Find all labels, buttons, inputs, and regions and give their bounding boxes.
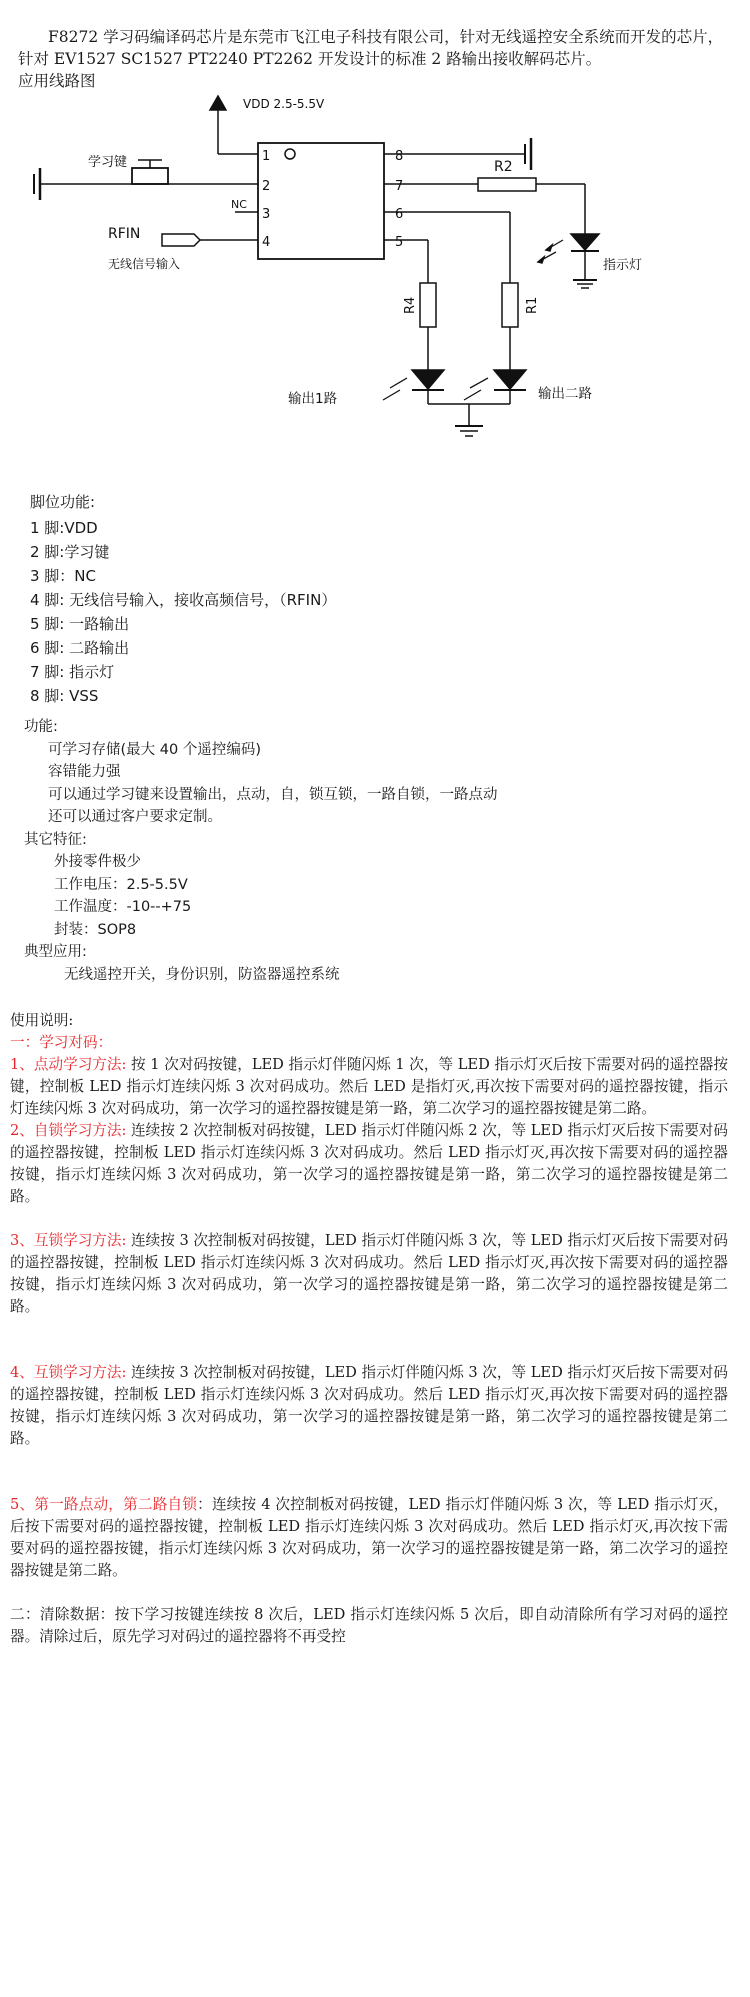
learn-key-label: 学习键 bbox=[88, 155, 128, 170]
pin-number-8: 8 bbox=[395, 149, 404, 164]
pin-number-3: 3 bbox=[262, 207, 271, 222]
rfin-connector bbox=[162, 234, 200, 246]
pin-item: 8 脚: VSS bbox=[30, 687, 99, 705]
method-1-paragraph bbox=[10, 1054, 728, 1120]
clear-data-paragraph: 二：清除数据：按下学习按键连续按 8 次后，LED 指示灯连续闪烁 5 次后，即自动清除所有学习对码的遥控器。清除过后，原先学习对码过的遥控器将不再受控 bbox=[10, 1606, 728, 1645]
rfin-label: RFIN bbox=[108, 226, 141, 242]
r2-resistor bbox=[478, 178, 536, 191]
intro-line-1: F8272 学习码编译码芯片是东莞市飞江电子科技有限公司，针对无线遥控安全系统而开发的芯片， bbox=[48, 28, 724, 46]
pin1-marker bbox=[285, 149, 295, 159]
method-4-title: 4、互锁学习方法: bbox=[10, 1364, 127, 1381]
pin-item: 2 脚:学习键 bbox=[30, 543, 110, 561]
indicator-led bbox=[571, 234, 599, 250]
intro-section bbox=[18, 26, 733, 92]
output1-led bbox=[412, 370, 444, 389]
r1-label: R1 bbox=[525, 296, 540, 314]
method-2-title: 2、自锁学习方法: bbox=[10, 1122, 127, 1139]
application-heading: 典型应用: bbox=[24, 944, 87, 960]
function-item: 可以通过学习键来设置输出，点动，自，锁互锁，一路自锁，一路点动 bbox=[48, 786, 498, 803]
pin-number-2: 2 bbox=[262, 179, 271, 194]
r2-label: R2 bbox=[494, 159, 513, 175]
other-features-heading: 其它特征: bbox=[24, 831, 87, 848]
method-4-paragraph bbox=[10, 1362, 728, 1450]
pin-number-5: 5 bbox=[395, 235, 404, 250]
pin-number-7: 7 bbox=[395, 179, 404, 194]
pin-item: 7 脚: 指示灯 bbox=[30, 663, 115, 681]
pin-number-6: 6 bbox=[395, 207, 404, 222]
method-3-paragraph bbox=[10, 1230, 728, 1318]
r4-label: R4 bbox=[403, 296, 418, 314]
circuit-section-title: 应用线路图 bbox=[18, 72, 96, 90]
other-feature-item: 工作温度：-10--+75 bbox=[54, 899, 192, 915]
function-item: 可学习存储(最大 40 个遥控编码) bbox=[48, 741, 261, 758]
r4-resistor bbox=[420, 283, 436, 327]
intro-line-2: 针对 EV1527 SC1527 PT2240 PT2262 开发设计的标准 2 路输出接收解码芯片。 bbox=[18, 50, 602, 68]
usage-heading: 使用说明: bbox=[10, 1012, 74, 1029]
method-5-title: 5、第一路点动，第二路自锁 bbox=[10, 1496, 198, 1513]
pin-item: 1 脚:VDD bbox=[30, 519, 98, 537]
method-3-text: 连续按 3 次控制板对码按键，LED 指示灯伴随闪烁 3 次，等 LED 指示灯灭后按下需要对码的遥控器按键，控制板 LED 指示灯连续闪烁 3 次对码成功。然后 LED 指示灯灭,再次按下需要对码的遥控器按键，指示灯连续闪烁 3 次对码成功，第一次学习的遥控器按键是第一路，第二次学习的遥控器按键是第二路。 bbox=[10, 1232, 728, 1315]
rf-input-label: 无线信号输入 bbox=[108, 257, 181, 271]
method-5-paragraph bbox=[10, 1494, 728, 1582]
learn-pairing-heading: 一：学习对码： bbox=[10, 1034, 113, 1051]
chip-body bbox=[258, 143, 384, 259]
vdd-arrow bbox=[210, 96, 226, 110]
other-feature-item: 外接零件极少 bbox=[54, 854, 141, 870]
method-1-title: 1、点动学习方法: bbox=[10, 1056, 127, 1073]
pin-number-4: 4 bbox=[262, 235, 271, 250]
learn-key-switch bbox=[132, 168, 168, 184]
circuit-diagram bbox=[0, 97, 750, 464]
other-feature-item: 工作电压：2.5-5.5V bbox=[54, 876, 188, 893]
indicator-label: 指示灯 bbox=[603, 258, 643, 273]
function-heading: 功能: bbox=[24, 719, 58, 735]
output2-light-arrows bbox=[464, 378, 488, 400]
method-2-text: 连续按 2 次控制板对码按键，LED 指示灯伴随闪烁 2 次，等 LED 指示灯灭后按下需要对码的遥控器按键，控制板 LED 指示灯连续闪烁 3 次对码成功。然后 LED 指示灯灭,再次按下需要对码的遥控器按键，指示灯连续闪烁 3 次对码成功，第一次学习的遥控器按键是第一路，第二次学习的遥控器按键是第二路。 bbox=[10, 1122, 728, 1205]
nc-label: NC bbox=[231, 198, 247, 211]
output1-label: 输出1路 bbox=[288, 391, 338, 407]
indicator-arrow-head-2 bbox=[538, 257, 544, 263]
pin-item: 5 脚: 一路输出 bbox=[30, 615, 130, 633]
function-item: 容错能力强 bbox=[48, 764, 121, 780]
method-1-text: 按 1 次对码按键，LED 指示灯伴随闪烁 1 次，等 LED 指示灯灭后按下需要对码的遥控器按键，控制板 LED 指示灯连续闪烁 3 次对码成功。然后 LED 是指灯灭,再次按下需要对码的遥控器按键，指示灯连续闪烁 3 次对码成功，第一次学习的遥控器按键是第一路，第二次学习的遥控器按键是第二路。 bbox=[10, 1056, 728, 1117]
application-text: 无线遥控开关，身份识别，防盗器遥控系统 bbox=[64, 966, 340, 983]
method-3-title: 3、互锁学习方法: bbox=[10, 1232, 127, 1249]
output2-label: 输出二路 bbox=[538, 386, 592, 402]
output2-led bbox=[494, 370, 526, 389]
method-5-text: ：连续按 4 次控制板对码按键，LED 指示灯伴随闪烁 3 次，等 LED 指示灯灭，后按下需要对码的遥控器按键，控制板 LED 指示灯连续闪烁 3 次对码成功。然后 LED 指示灯灭,再次按下需要对码的遥控器按键，指示灯连续闪烁 3 次对码成功，第一次学习的遥控器按键是第一路，第二次学习的遥控器按键是第二路。 bbox=[10, 1496, 728, 1579]
pin-number-1: 1 bbox=[262, 149, 271, 164]
pin-function-heading: 脚位功能: bbox=[30, 493, 96, 511]
output1-light-arrows bbox=[383, 378, 407, 400]
indicator-arrow-head-1 bbox=[546, 245, 552, 251]
method-2-paragraph bbox=[10, 1120, 728, 1208]
pin-item: 3 脚：NC bbox=[30, 567, 97, 585]
pin-item: 4 脚: 无线信号输入，接收高频信号，（RFIN） bbox=[30, 591, 337, 609]
usage-section bbox=[10, 1010, 728, 1648]
pin-function-list bbox=[30, 490, 530, 708]
function-item: 还可以通过客户要求定制。 bbox=[48, 809, 222, 825]
r1-resistor bbox=[502, 283, 518, 327]
pin-item: 6 脚: 二路输出 bbox=[30, 639, 130, 657]
other-feature-item: 封装：SOP8 bbox=[54, 921, 137, 938]
method-4-text: 连续按 3 次控制板对码按键，LED 指示灯伴随闪烁 3 次，等 LED 指示灯灭后按下需要对码的遥控器按键，控制板 LED 指示灯连续闪烁 3 次对码成功。然后 LED 指示灯灭,再次按下需要对码的遥控器按键，指示灯连续闪烁 3 次对码成功，第一次学习的遥控器按键是第一路，第二次学习的遥控器按键是第二路。 bbox=[10, 1364, 728, 1447]
vdd-label: VDD 2.5-5.5V bbox=[243, 97, 325, 111]
features-section bbox=[24, 716, 664, 986]
